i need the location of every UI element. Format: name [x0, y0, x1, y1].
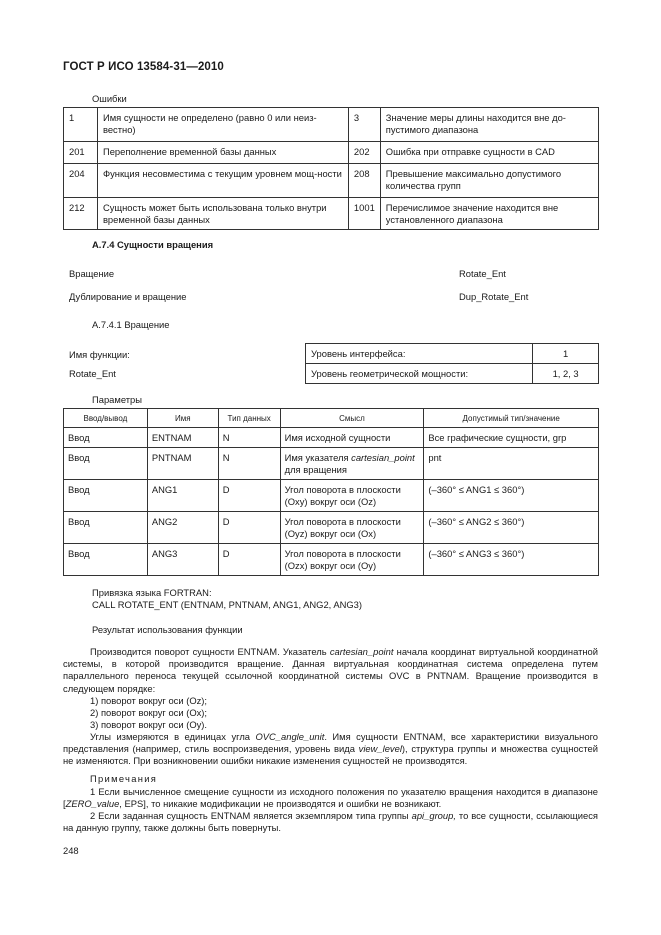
- error-code: 204: [64, 164, 98, 198]
- error-row: [64, 108, 599, 142]
- column-header: Допустимый тип/значение: [424, 409, 599, 428]
- column-header: Смысл: [280, 409, 424, 428]
- table-row: [64, 512, 599, 544]
- geometric-level-label: Уровень геометрической мощности:: [306, 364, 533, 384]
- page-number: 248: [63, 845, 79, 856]
- notes-heading: Примечания: [90, 773, 158, 784]
- param-type: D: [218, 544, 280, 576]
- error-row: [64, 198, 599, 230]
- param-name: ENTNAM: [147, 428, 218, 448]
- error-description: Сущность может быть использована только внутри временной базы данных: [97, 198, 348, 230]
- interface-level-value: 1: [533, 344, 599, 364]
- interface-level-label: Уровень интерфейса:: [306, 344, 533, 364]
- entity-code-dup-rotate: Dup_Rotate_Ent: [459, 291, 529, 302]
- param-meaning: Угол поворота в плоскости (Ozx) вокруг оси (Oy): [280, 544, 424, 576]
- param-name: ANG3: [147, 544, 218, 576]
- error-code: 1: [64, 108, 98, 142]
- table-row: [64, 480, 599, 512]
- fortran-call: CALL ROTATE_ENT (ENTNAM, PNTNAM, ANG1, ANG2, ANG3): [92, 599, 363, 610]
- param-allowed-value: Все графические сущности, grp: [424, 428, 599, 448]
- param-meaning: Имя исходной сущности: [280, 428, 424, 448]
- entity-code-rotate: Rotate_Ent: [459, 268, 506, 279]
- param-name: ANG2: [147, 512, 218, 544]
- error-code: 208: [348, 164, 380, 198]
- error-row: [64, 142, 599, 164]
- param-allowed-value: (–360° ≤ ANG2 ≤ 360°): [424, 512, 599, 544]
- param-type: D: [218, 480, 280, 512]
- param-io: Ввод: [64, 480, 148, 512]
- rotation-order-list: [90, 695, 207, 732]
- param-name: ANG1: [147, 480, 218, 512]
- errors-table: [63, 107, 599, 230]
- error-description: Ошибка при отправке сущности в CAD: [380, 142, 598, 164]
- error-description: Переполнение временной базы данных: [97, 142, 348, 164]
- table-row: [64, 448, 599, 480]
- note-2: 2 Если заданная сущность ENTNAM является экземпляром типа группы api_group, то все сущности, ссылающиеся на данную группу, также должны быть повернуты.: [63, 810, 598, 834]
- geometric-level-value: 1, 2, 3: [533, 364, 599, 384]
- entity-name-dup-rotate: Дублирование и вращение: [69, 291, 187, 302]
- param-allowed-value: pnt: [424, 448, 599, 480]
- column-header: Имя: [147, 409, 218, 428]
- result-paragraph-1: Производится поворот сущности ENTNAM. Указатель cartesian_point начала координат виртуальной координатной системы, в которой производится вращение. Данная виртуальная координатная система определена путем параллельного переноса текущей ссылочной координатной системы OVC в PNTNAM. Вращение производится в следующем порядке:: [63, 646, 598, 694]
- subsection-heading: А.7.4.1 Вращение: [92, 319, 170, 330]
- error-code: 202: [348, 142, 380, 164]
- interface-level-table: [305, 343, 599, 384]
- param-meaning: Имя указателя cartesian_point для вращения: [280, 448, 424, 480]
- list-item: 3) поворот вокруг оси (Oy).: [90, 719, 208, 731]
- error-description: Имя сущности не определено (равно 0 или неиз-вестно): [97, 108, 348, 142]
- param-type: N: [218, 448, 280, 480]
- param-allowed-value: (–360° ≤ ANG1 ≤ 360°): [424, 480, 599, 512]
- table-row: [64, 544, 599, 576]
- error-code: 201: [64, 142, 98, 164]
- entity-name-rotate: Вращение: [69, 268, 115, 279]
- column-header: Ввод/вывод: [64, 409, 148, 428]
- error-code: 3: [348, 108, 380, 142]
- fortran-label: Привязка языка FORTRAN:: [92, 587, 212, 598]
- param-io: Ввод: [64, 544, 148, 576]
- result-heading: Результат использования функции: [92, 624, 243, 635]
- list-item: 1) поворот вокруг оси (Oz);: [90, 695, 208, 706]
- error-description: Значение меры длины находится вне до-пустимого диапазона: [380, 108, 598, 142]
- column-header: Тип данных: [218, 409, 280, 428]
- error-code: 212: [64, 198, 98, 230]
- error-row: [64, 164, 599, 198]
- section-heading: А.7.4 Сущности вращения: [92, 239, 214, 250]
- params-caption: Параметры: [92, 394, 142, 405]
- parameters-table: [63, 408, 599, 576]
- function-name-value: Rotate_Ent: [69, 368, 116, 379]
- param-type: N: [218, 428, 280, 448]
- param-meaning: Угол поворота в плоскости (Oxy) вокруг оси (Oz): [280, 480, 424, 512]
- param-meaning: Угол поворота в плоскости (Oyz) вокруг оси (Ox): [280, 512, 424, 544]
- document-header: ГОСТ Р ИСО 13584-31—2010: [63, 61, 224, 73]
- result-paragraph-2: Углы измеряются в единицах угла OVC_angle_unit. Имя сущности ENTNAM, все характеристики визуального представления (например, стиль воспроизведения, уровень вида view_level), структура группы и множества сущностей не изменяются. При возникновении ошибки никакие изменения сущностей не производятся.: [63, 731, 598, 767]
- note-1: 1 Если вычисленное смещение сущности из исходного положения по указателю вращения находится в диапазоне [ZERO_value, EPS], то никакие модификации не производятся и ошибки не возникают.: [63, 786, 598, 810]
- param-io: Ввод: [64, 448, 148, 480]
- error-code: 1001: [348, 198, 380, 230]
- function-name-label: Имя функции:: [69, 349, 130, 360]
- list-item: 2) поворот вокруг оси (Ox);: [90, 707, 208, 719]
- param-name: PNTNAM: [147, 448, 218, 480]
- errors-caption: Ошибки: [92, 93, 127, 104]
- error-description: Функция несовместима с текущим уровнем мощ-ности: [97, 164, 348, 198]
- param-type: D: [218, 512, 280, 544]
- param-io: Ввод: [64, 512, 148, 544]
- table-row: [64, 428, 599, 448]
- error-description: Перечислимое значение находится вне установленного диапазона: [380, 198, 598, 230]
- param-io: Ввод: [64, 428, 148, 448]
- error-description: Превышение максимально допустимого количества групп: [380, 164, 598, 198]
- param-allowed-value: (–360° ≤ ANG3 ≤ 360°): [424, 544, 599, 576]
